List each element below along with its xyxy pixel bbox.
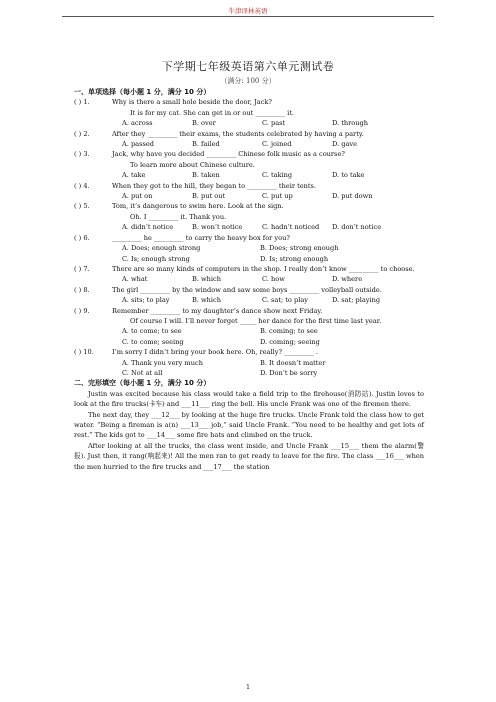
question-item [74,233,424,264]
answer-option: C. how [262,275,285,284]
question-text: When they got to the hill, they began to _________ their tents. [112,181,317,190]
answer-option: D. sat; playing [332,296,381,305]
question-item [74,201,424,232]
answer-option: A. take [122,171,146,180]
answer-blank: ( ) 10. [74,348,94,357]
exam-content [74,87,424,472]
answer-option: C. taking [262,171,293,180]
answer-blank: ( ) 6. [74,233,90,242]
answer-option: A. to come; to see [122,327,182,336]
option-row [74,358,424,368]
answer-option: B. failed [192,140,220,149]
question-row [74,149,424,159]
option-row [74,254,424,264]
answer-option: A. put on [122,192,153,201]
answer-option: A. sits; to play [122,296,170,305]
answer-option: A. Does; enough strong [122,244,201,253]
question-row [74,285,424,295]
answer-blank: ( ) 4. [74,181,90,190]
page-header: 牛津译林英语 [228,7,268,15]
question-row [74,264,424,274]
question-row [74,129,424,139]
option-row [74,337,424,347]
page-title: 下学期七年级英语第六单元测试卷 [161,60,335,73]
answer-option: C. sat; to play [262,296,308,305]
option-row [74,295,424,305]
question-row [74,347,424,357]
question-item [74,347,424,378]
answer-option: D. put down [332,192,373,201]
answer-option: C. joined [262,140,292,149]
question-text: Jack, why have you decided _________ Chinese folk music as a course? [112,150,345,159]
passage-paragraph: The next day, they ___12___ by looking at the huge fire trucks. Uncle Frank told the class how to get water. “Being a fireman is a(n) ___13___ job,” said Uncle Frank. “You need to be healthy and get lots of rest.” The kids got to ___14___ some fire hats and climbed on the truck. [74,410,424,440]
question-response: To learn more about Chinese culture. [130,160,255,169]
section-heading-two: 二、完形填空（每小题 1 分，满分 10 分） [74,379,211,388]
answer-blank: ( ) 3. [74,150,90,159]
answer-option: B. taken [192,171,220,180]
score-note: （满分: 100 分） [220,77,276,85]
question-item [74,129,424,150]
question-item [74,149,424,180]
question-row [74,181,424,191]
answer-option: C. past [262,119,286,128]
question-text: Tom, it’s dangerous to swim here. Look at the sign. [112,202,284,211]
answer-option: B. It doesn’t matter [260,358,326,367]
answer-option: B. won’t notice [192,223,243,232]
answer-blank: ( ) 9. [74,306,90,315]
answer-option: B. Does; strong enough [260,244,339,253]
option-row [74,222,424,232]
answer-option: B. which [192,275,221,284]
question-item [74,306,424,348]
option-row [74,139,424,149]
option-row [74,368,424,378]
question-text: _________ he _________ to carry the heavy box for you? [112,233,290,242]
question-item [74,181,424,202]
page-number: 1 [246,684,250,691]
answer-option: C. Not at all [122,368,163,377]
answer-option: C. to come; seeing [122,337,184,346]
answer-blank: ( ) 2. [74,129,90,138]
option-row [74,243,424,253]
question-text: Why is there a small hole beside the door, Jack? [112,98,272,107]
option-row [74,191,424,201]
option-row [74,274,424,284]
question-row [74,233,424,243]
section-heading-one: 一、单项选择（每小题 1 分，满分 10 分） [74,88,211,96]
option-row [74,118,424,128]
question-list [74,97,424,378]
question-response: It is for my cat. She can get in or out _________ it. [130,108,294,117]
answer-blank: ( ) 5. [74,202,90,211]
answer-option: A. passed [122,140,154,149]
question-item [74,264,424,285]
question-text: There are so many kinds of computers in the shop. I really don’t know _________ to choose. [112,264,415,273]
answer-option: D. where [332,275,363,284]
cloze-passage [74,389,424,472]
passage-paragraph: After looking at all the trucks, the class went inside, and Uncle Frank ___15___ them the alarm(警报). Just then, it rang(响起来)! All the men ran to get ready to leave for the fire. The class ___16___ when the men hurried to the fire trucks and ___17___ the station [74,441,424,471]
question-row [74,201,424,211]
passage-paragraph: Justin was excited because his class would take a field trip to the firehouse(消防站). Justin loves to look at the fire trucks(卡车) and ___11___ ring the bell. His uncle Frank was one of the firemen there. [74,389,424,409]
question-response: Of course I will. I’ll never forget _____ her dance for the first time last year. [130,316,382,325]
answer-option: D. to take [332,171,365,180]
question-text: I’m sorry I didn’t bring your book here. Oh, really? _________ . [112,348,319,357]
question-item [74,285,424,306]
question-text: The girl _________ by the window and saw some boys _________ volleyball outside. [112,285,382,294]
question-row [74,97,424,107]
answer-option: D. coming; seeing [260,337,320,346]
answer-option: B. which [192,296,221,305]
question-row [74,306,424,316]
answer-option: B. coming; to see [260,327,318,336]
question-text: Remember _________ to my daughter’s dance show next Friday. [112,306,323,315]
answer-option: A. Thank you very much [122,358,203,367]
answer-option: D. gave [332,140,358,149]
answer-option: C. hadn’t noticed [262,223,320,232]
answer-blank: ( ) 7. [74,264,90,273]
question-text: After they _________ their exams, the students celebrated by having a party. [112,129,364,138]
option-row [74,326,424,336]
answer-option: D. through [332,119,368,128]
question-item [74,97,424,128]
answer-option: B. over [192,119,216,128]
answer-option: C. put up [262,192,293,201]
answer-option: A. across [122,119,153,128]
question-response: Oh. I _________ it. Thank you. [130,212,227,221]
option-row [74,170,424,180]
answer-blank: ( ) 8. [74,285,90,294]
header-rule [62,16,434,17]
answer-option: D. Is; strong enough [260,254,329,263]
answer-option: A. what [122,275,148,284]
answer-blank: ( ) 1. [74,98,90,107]
answer-option: A. didn’t notice [122,223,174,232]
answer-option: D. Don’t be sorry [260,368,318,377]
answer-option: C. Is; enough strong [122,254,190,263]
answer-option: B. put out [192,192,226,201]
answer-option: D. don’t notice [332,223,382,232]
